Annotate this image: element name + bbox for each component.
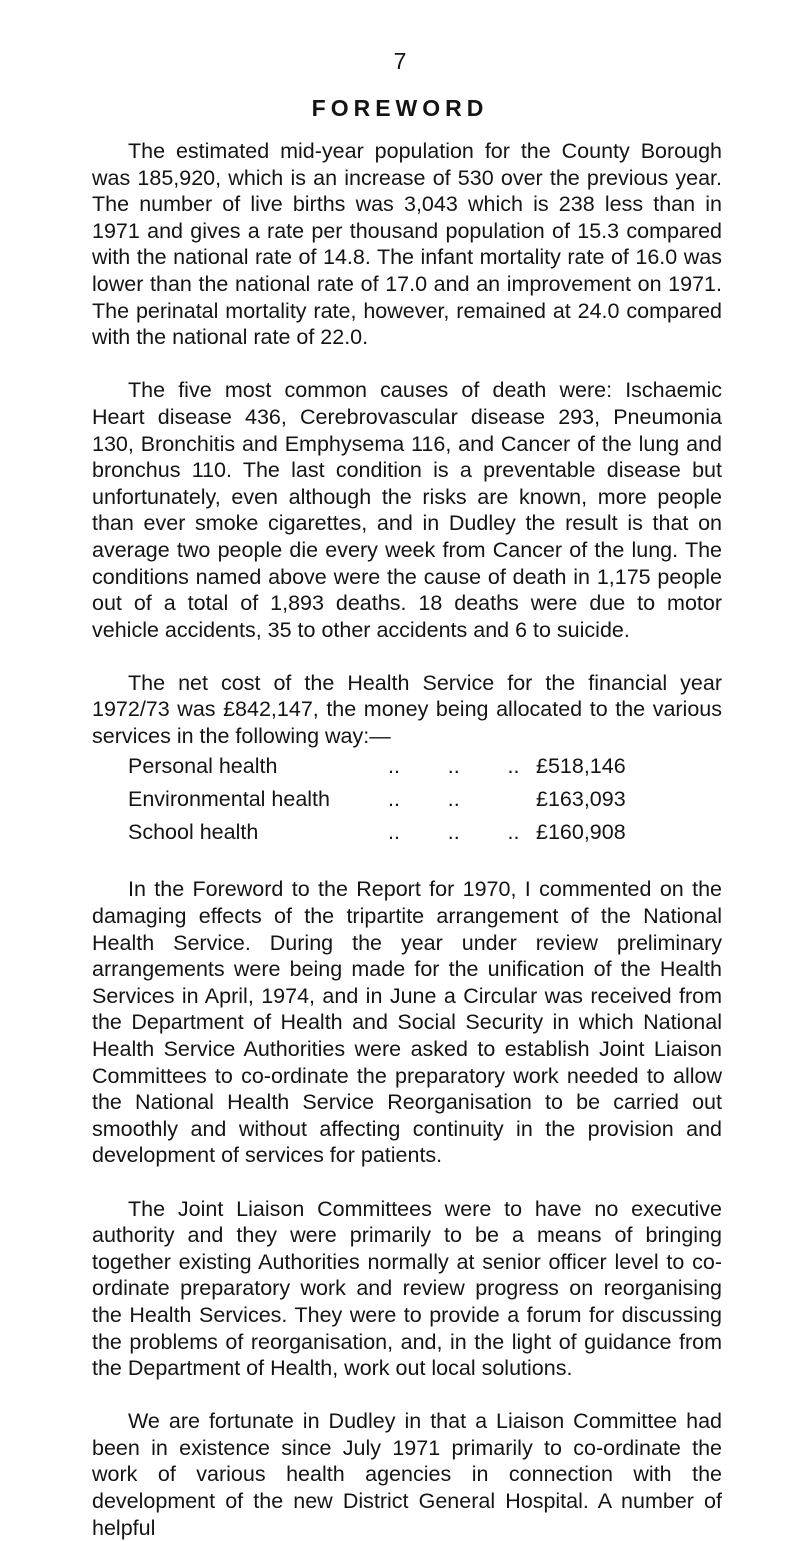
allocation-table <box>92 750 722 850</box>
allocation-row <box>128 750 722 783</box>
paragraph-joint-liaison-committees: The Joint Liaison Committees were to have no executive authority and they were primarily to be a means of bringing together existing Authorities normally at senior officer level to co-ordinate preparatory work and review progress on reorganising the Health Services. They were to provide a forum for discussing the problems of reorganisation, and, in the light of guidance from the Department of Health, work out local solutions. <box>92 1196 722 1381</box>
paragraph-net-cost: The net cost of the Health Service for the financial year 1972/73 was £842,147, the money being allocated to the various services in the following way:— <box>92 670 722 749</box>
allocation-service: Environmental health <box>128 787 330 812</box>
paragraph-dudley-liaison: We are fortunate in Dudley in that a Liaison Committee had been in existence since July 1971 primarily to co-ordinate the work of various health agencies in connection with the development of the new District General Hospital. A number of helpful <box>92 1409 722 1540</box>
allocation-row <box>128 816 722 849</box>
allocation-amount: £518,146 <box>536 753 626 778</box>
allocation-row <box>128 783 722 816</box>
allocation-service: Personal health <box>128 753 278 778</box>
allocation-service: School health <box>128 820 259 845</box>
allocation-leader-dots: .. .. <box>388 787 460 812</box>
paragraph-causes-of-death: The five most common causes of death were: Ischaemic Heart disease 436, Cerebrovascular disease 293, Pneumonia 130, Bronchitis and Emphysema 116, and Cancer of the lung and bronchus 110. The last condition is a preventable disease but unfortunately, even although the risks are known, more people than ever smoke cigarettes, and in Dudley the result is that on average two people die every week from Cancer of the lung. The conditions named above were the cause of death in 1,175 people out of a total of 1,893 deaths. 18 deaths were due to motor vehicle accidents, 35 to other accidents and 6 to suicide. <box>92 378 722 642</box>
page-title: FOREWORD <box>311 95 489 121</box>
allocation-amount: £163,093 <box>536 787 626 812</box>
allocation-leader-dots: .. .. .. <box>388 820 520 845</box>
allocation-leader-dots: .. .. .. <box>388 753 520 778</box>
paragraph-population: The estimated mid-year population for the County Borough was 185,920, which is an increase of 530 over the previous year. The number of live births was 3,043 which is 238 less than in 1971 and gives a rate per thousand population of 15.3 compared with the national rate of 14.8. The infant mortality rate of 16.0 was lower than the national rate of 17.0 and an improvement on 1971. The perinatal mortality rate, however, remained at 24.0 compared with the national rate of 22.0. <box>92 139 722 350</box>
foreword-body <box>92 138 722 1541</box>
paragraph-tripartite-arrangement: In the Foreword to the Report for 1970, I commented on the damaging effects of the tripartite arrangement of the National Health Service. During the year under review preliminary arrangements were being made for the unification of the Health Services in April, 1974, and in June a Circular was received from the Department of Health and Social Security in which National Health Service Authorities were asked to establish Joint Liaison Committees to co-ordinate the preparatory work needed to allow the National Health Service Reorganisation to be carried out smoothly and without affecting continuity in the provision and development of services for patients. <box>92 877 722 1168</box>
allocation-amount: £160,908 <box>536 820 626 845</box>
page-number: 7 <box>393 48 407 74</box>
